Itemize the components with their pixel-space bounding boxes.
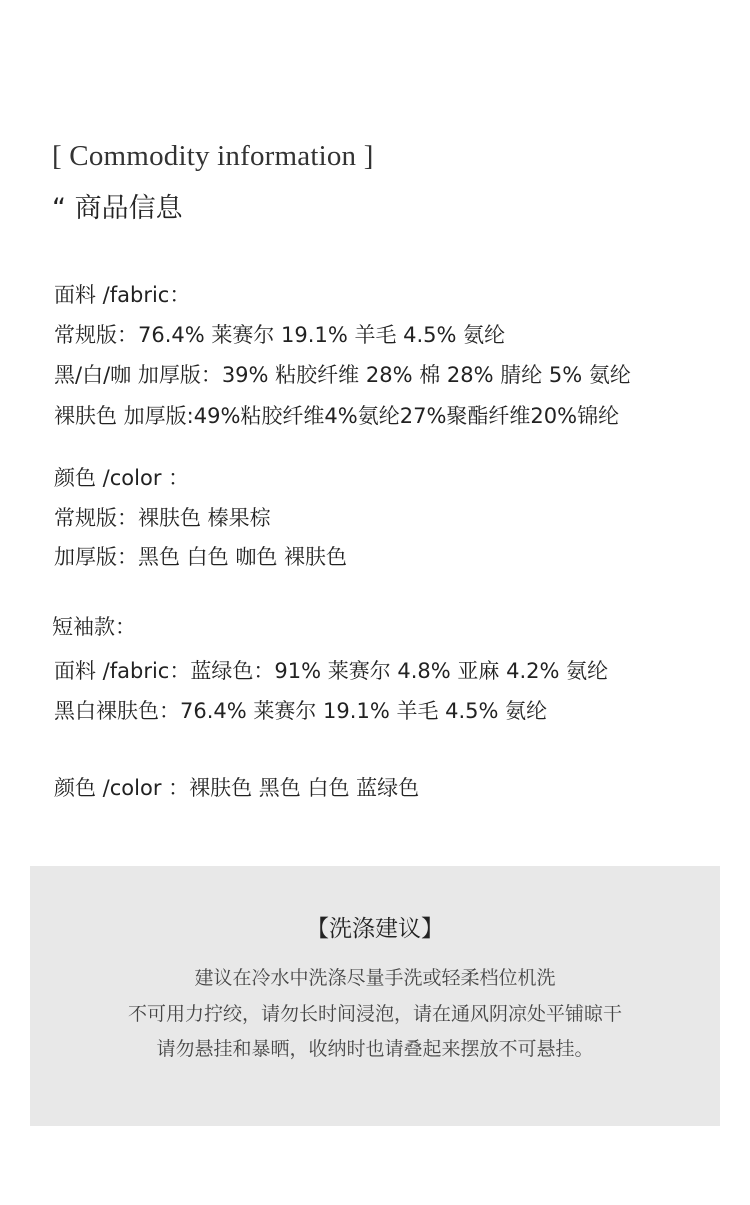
section-title-en: [ Commodity information ] — [52, 140, 374, 172]
section-title-cn: “ 商品信息 — [52, 193, 183, 224]
fabric-heading: 面料 /fabric： — [54, 283, 191, 307]
color-line-regular: 常规版：裸肤色 榛果棕 — [54, 506, 271, 530]
color-line-thick: 加厚版：黑色 白色 咖色 裸肤色 — [54, 545, 348, 569]
care-panel — [30, 866, 720, 1126]
care-line-1: 建议在冷水中洗涤尽量手洗或轻柔档位机洗 — [194, 967, 556, 989]
care-line-3: 请勿悬挂和暴晒，收纳时也请叠起来摆放不可悬挂。 — [156, 1038, 594, 1060]
short-sleeve-heading: 短袖款： — [52, 615, 136, 639]
short-sleeve-fabric-line-2: 黑白裸肤色：76.4% 莱赛尔 19.1% 羊毛 4.5% 氨纶 — [54, 699, 548, 723]
fabric-line-regular: 常规版：76.4% 莱赛尔 19.1% 羊毛 4.5% 氨纶 — [54, 323, 506, 347]
short-sleeve-fabric-line: 面料 /fabric：蓝绿色：91% 莱赛尔 4.8% 亚麻 4.2% 氨纶 — [54, 659, 609, 683]
care-title: 【洗涤建议】 — [306, 916, 444, 942]
fabric-line-thick-black-white-coffee: 黑/白/咖 加厚版：39% 粘胶纤维 28% 棉 28% 腈纶 5% 氨纶 — [54, 363, 631, 387]
fabric-line-thick-nude: 裸肤色 加厚版:49%粘胶纤维4%氨纶27%聚酯纤维20%锦纶 — [54, 404, 620, 428]
short-sleeve-color-line: 颜色 /color ：裸肤色 黑色 白色 蓝绿色 — [54, 776, 420, 800]
care-line-2: 不可用力拧绞，请勿长时间浸泡，请在通风阴凉处平铺晾干 — [127, 1003, 622, 1025]
color-heading: 颜色 /color ： — [54, 466, 190, 490]
